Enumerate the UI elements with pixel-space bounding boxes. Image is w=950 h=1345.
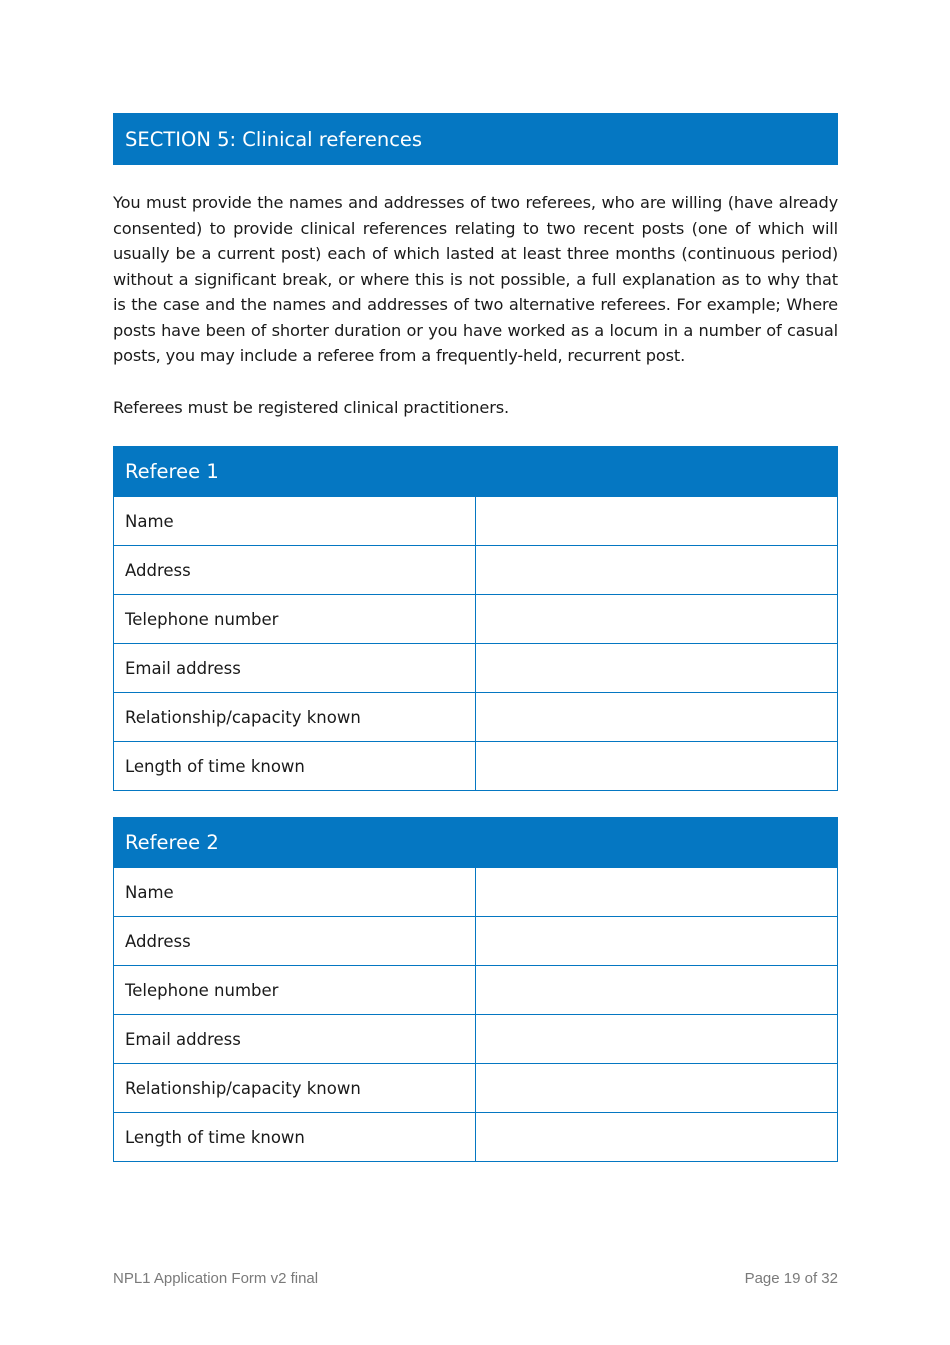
- referee-2-email-field[interactable]: [476, 1015, 838, 1064]
- table-row: [114, 644, 838, 693]
- referee-2-name-field[interactable]: [476, 868, 838, 917]
- referee-2-telephone-field[interactable]: [476, 966, 838, 1015]
- table-row: [114, 595, 838, 644]
- referee-1-email-field[interactable]: [476, 644, 838, 693]
- table-row: [114, 966, 838, 1015]
- referee-requirement-note: Referees must be registered clinical practitioners.: [113, 398, 509, 417]
- field-label-length-known: Length of time known: [114, 1113, 476, 1162]
- field-label-address: Address: [114, 546, 476, 595]
- table-row: [114, 546, 838, 595]
- referee-1-length-known-field[interactable]: [476, 742, 838, 791]
- referee-1-telephone-field[interactable]: [476, 595, 838, 644]
- field-label-email: Email address: [114, 644, 476, 693]
- field-label-telephone: Telephone number: [114, 595, 476, 644]
- field-label-length-known: Length of time known: [114, 742, 476, 791]
- table-row: [114, 917, 838, 966]
- field-label-name: Name: [114, 497, 476, 546]
- referee-2-length-known-field[interactable]: [476, 1113, 838, 1162]
- field-label-telephone: Telephone number: [114, 966, 476, 1015]
- referee-1-relationship-field[interactable]: [476, 693, 838, 742]
- intro-paragraph: You must provide the names and addresses of two referees, who are willing (have already consented) to provide clinical references relating to two recent posts (one of which will usually be a current post) each of which lasted at least three months (continuous period) without a significant break, or where this is not possible, a full explanation as to why that is the case and the names and addresses of two alternative referees. For example; Where posts have been of shorter duration or you have worked as a locum in a number of casual posts, you may include a referee from a frequently-held, recurrent post.: [113, 193, 838, 365]
- referee-1-name-field[interactable]: [476, 497, 838, 546]
- referee-1-title: Referee 1: [114, 447, 838, 497]
- referee-2-address-field[interactable]: [476, 917, 838, 966]
- section-title: SECTION 5: Clinical references: [125, 127, 423, 151]
- table-row: [114, 693, 838, 742]
- table-row: [114, 1064, 838, 1113]
- field-label-relationship: Relationship/capacity known: [114, 693, 476, 742]
- field-label-email: Email address: [114, 1015, 476, 1064]
- field-label-address: Address: [114, 917, 476, 966]
- referee-1-table: [113, 446, 838, 791]
- table-row: [114, 497, 838, 546]
- field-label-name: Name: [114, 868, 476, 917]
- referee-2-title: Referee 2: [114, 818, 838, 868]
- footer-document-name: NPL1 Application Form v2 final: [113, 1270, 319, 1287]
- table-header-row: [114, 447, 838, 497]
- table-row: [114, 1015, 838, 1064]
- footer-page-number: Page 19 of 32: [744, 1270, 838, 1287]
- referee-1-address-field[interactable]: [476, 546, 838, 595]
- field-label-relationship: Relationship/capacity known: [114, 1064, 476, 1113]
- table-row: [114, 868, 838, 917]
- table-row: [114, 1113, 838, 1162]
- table-header-row: [114, 818, 838, 868]
- referee-2-relationship-field[interactable]: [476, 1064, 838, 1113]
- table-row: [114, 742, 838, 791]
- section-header: [113, 113, 838, 165]
- referee-2-table: [113, 817, 838, 1162]
